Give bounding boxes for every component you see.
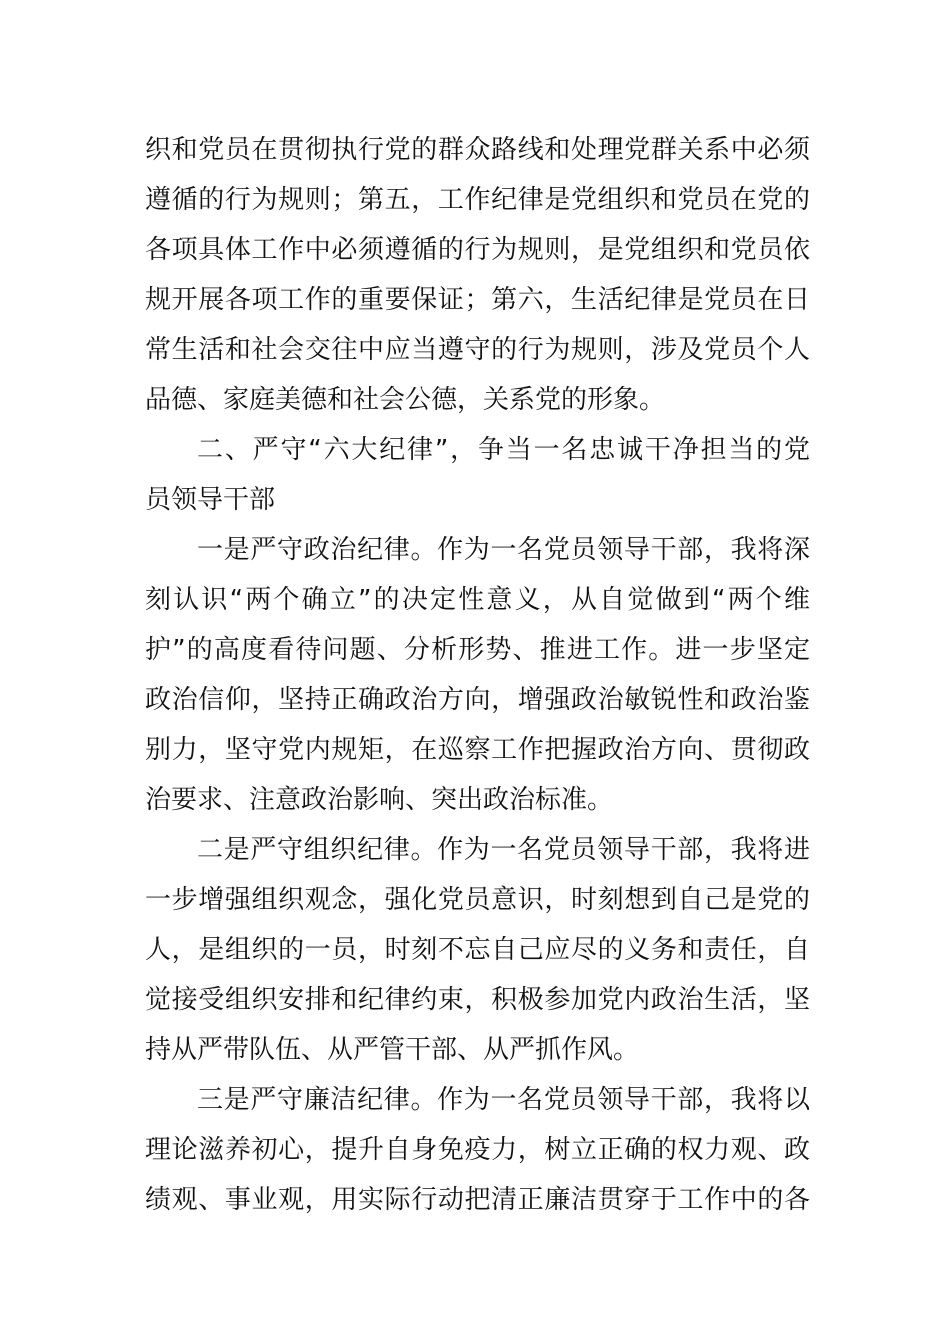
text-line: 刻认识“两个确立”的决定性意义，从自觉做到“两个维 (145, 585, 810, 615)
text-line: 人，是组织的一员，时刻不忘自己应尽的义务和责任，自 (145, 935, 810, 965)
text-line: 一是严守政治纪律。作为一名党员领导干部，我将深 (197, 535, 810, 565)
text-line: 三是严守廉洁纪律。作为一名党员领导干部，我将以 (197, 1085, 810, 1115)
section-heading-continued: 员领导干部 (145, 485, 276, 515)
text-line: 织和党员在贯彻执行党的群众路线和处理党群关系中必须 (145, 135, 810, 165)
text-line: 护”的高度看待问题、分析形势、推进工作。进一步坚定 (145, 635, 810, 665)
text-line: 品德、家庭美德和社会公德，关系党的形象。 (145, 385, 666, 415)
text-line: 持从严带队伍、从严管干部、从严抓作风。 (145, 1035, 640, 1065)
text-line: 常生活和社会交往中应当遵守的行为规则，涉及党员个人 (145, 335, 810, 365)
text-line: 一步增强组织观念，强化党员意识，时刻想到自己是党的 (145, 885, 810, 915)
text-line: 规开展各项工作的重要保证；第六，生活纪律是党员在日 (145, 285, 810, 315)
text-line: 别力，坚守党内规矩，在巡察工作把握政治方向、贯彻政 (145, 735, 810, 765)
text-line: 治要求、注意政治影响、突出政治标准。 (145, 785, 614, 815)
text-line: 各项具体工作中必须遵循的行为规则，是党组织和党员依 (145, 235, 810, 265)
text-line: 觉接受组织安排和纪律约束，积极参加党内政治生活，坚 (145, 985, 810, 1015)
section-heading: 二、严守“六大纪律”，争当一名忠诚干净担当的党 (197, 435, 810, 465)
text-line: 遵循的行为规则；第五，工作纪律是党组织和党员在党的 (145, 185, 810, 215)
text-line: 二是严守组织纪律。作为一名党员领导干部，我将进 (197, 835, 810, 865)
text-line: 理论滋养初心，提升自身免疫力，树立正确的权力观、政 (145, 1135, 810, 1165)
text-line: 绩观、事业观，用实际行动把清正廉洁贯穿于工作中的各 (145, 1185, 810, 1215)
text-line: 政治信仰，坚持正确政治方向，增强政治敏锐性和政治鉴 (145, 685, 810, 715)
